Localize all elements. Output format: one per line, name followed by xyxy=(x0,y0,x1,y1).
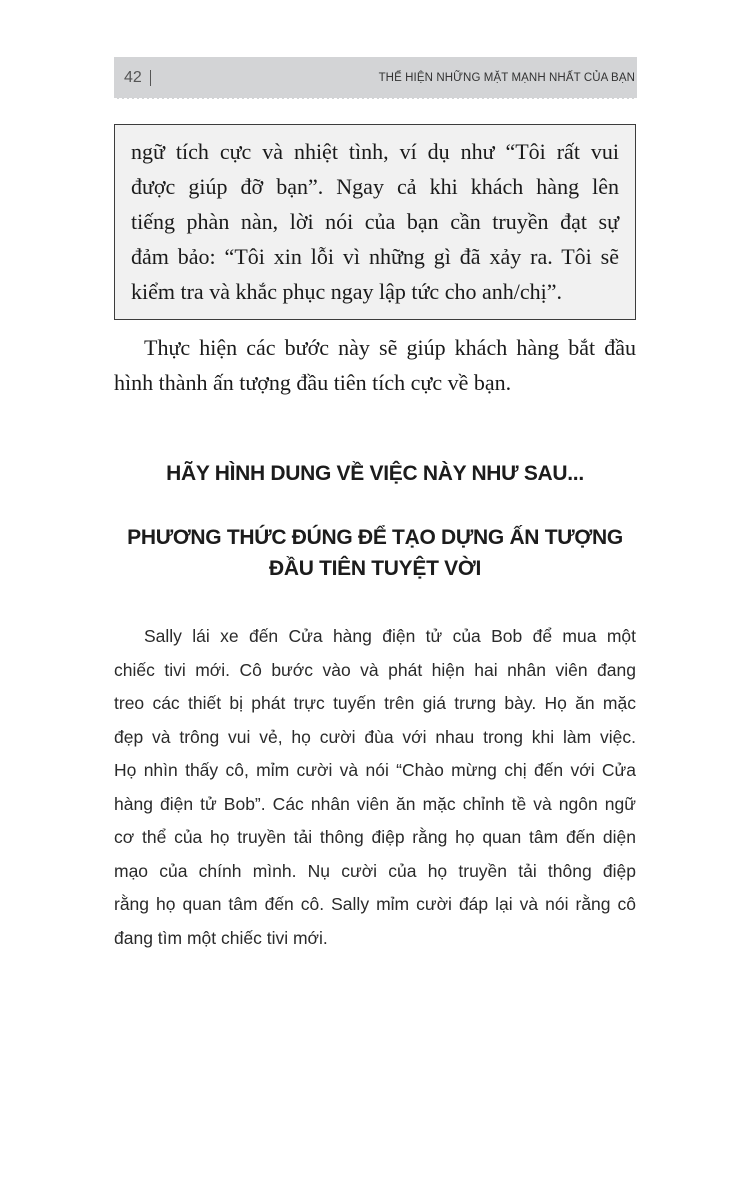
paragraph-line: Thực hiện các bước này sẽ giúp khách hàng bắt đầu xyxy=(144,335,636,360)
running-title: THỂ HIỆN NHỮNG MẶT MẠNH NHẤT CỦA BẠN xyxy=(378,71,635,84)
paragraph-line: Họ nhìn thấy cô, mỉm cười và nói “Chào mừng chị đến với Cửa xyxy=(114,760,636,780)
section-heading: HÃY HÌNH DUNG VỀ VIỆC NÀY NHƯ SAU... xyxy=(166,462,584,485)
page-number-separator xyxy=(150,70,151,86)
paragraph-line: chiếc tivi mới. Cô bước vào và phát hiện hai nhân viên đang xyxy=(114,659,636,680)
paragraph-line: hàng điện tử Bob”. Các nhân viên ăn mặc chỉnh tề và ngôn ngữ xyxy=(114,793,636,814)
callout-line: tiếng phàn nàn, lời nói của bạn cần truyền đạt sự xyxy=(131,209,619,234)
callout-line: đảm bảo: “Tôi xin lỗi vì những gì đã xảy ra. Tôi sẽ xyxy=(131,244,619,269)
callout-box xyxy=(114,124,636,320)
running-header xyxy=(114,57,637,99)
paragraph-line: đang tìm một chiếc tivi mới. xyxy=(114,927,328,948)
paragraph-line: mạo của chính mình. Nụ cười của họ truyền tải thông điệp xyxy=(114,860,636,881)
story-paragraph xyxy=(114,620,636,955)
callout-line: ngữ tích cực và nhiệt tình, ví dụ như “Tôi rất vui xyxy=(131,139,619,164)
subsection-heading xyxy=(100,522,650,584)
paragraph-line: cơ thể của họ truyền tải thông điệp rằng họ quan tâm đến diện xyxy=(114,827,636,847)
page-number: 42 xyxy=(124,68,142,86)
subsection-heading-line: ĐẦU TIÊN TUYỆT VỜI xyxy=(268,557,482,580)
page-number-group xyxy=(124,69,151,87)
paragraph-line: hình thành ấn tượng đầu tiên tích cực về bạn. xyxy=(114,370,512,395)
paragraph-line: Sally lái xe đến Cửa hàng điện tử của Bob để mua một xyxy=(144,626,636,646)
subsection-heading-line: PHƯƠNG THỨC ĐÚNG ĐỂ TẠO DỰNG ẤN TƯỢNG xyxy=(127,526,623,549)
callout-line: được giúp đỡ bạn”. Ngay cả khi khách hàng lên xyxy=(131,174,619,199)
paragraph-line: đẹp và trông vui vẻ, họ cười đùa với nhau trong khi làm việc. xyxy=(114,726,636,747)
paragraph-line: treo các thiết bị phát trực tuyến trên giá trưng bày. Họ ăn mặc xyxy=(114,693,636,713)
paragraph-line: rằng họ quan tâm đến cô. Sally mỉm cười đáp lại và nói rằng cô xyxy=(114,894,636,914)
intro-paragraph xyxy=(114,330,636,400)
callout-line: kiểm tra và khắc phục ngay lập tức cho anh/chị”. xyxy=(131,279,562,304)
